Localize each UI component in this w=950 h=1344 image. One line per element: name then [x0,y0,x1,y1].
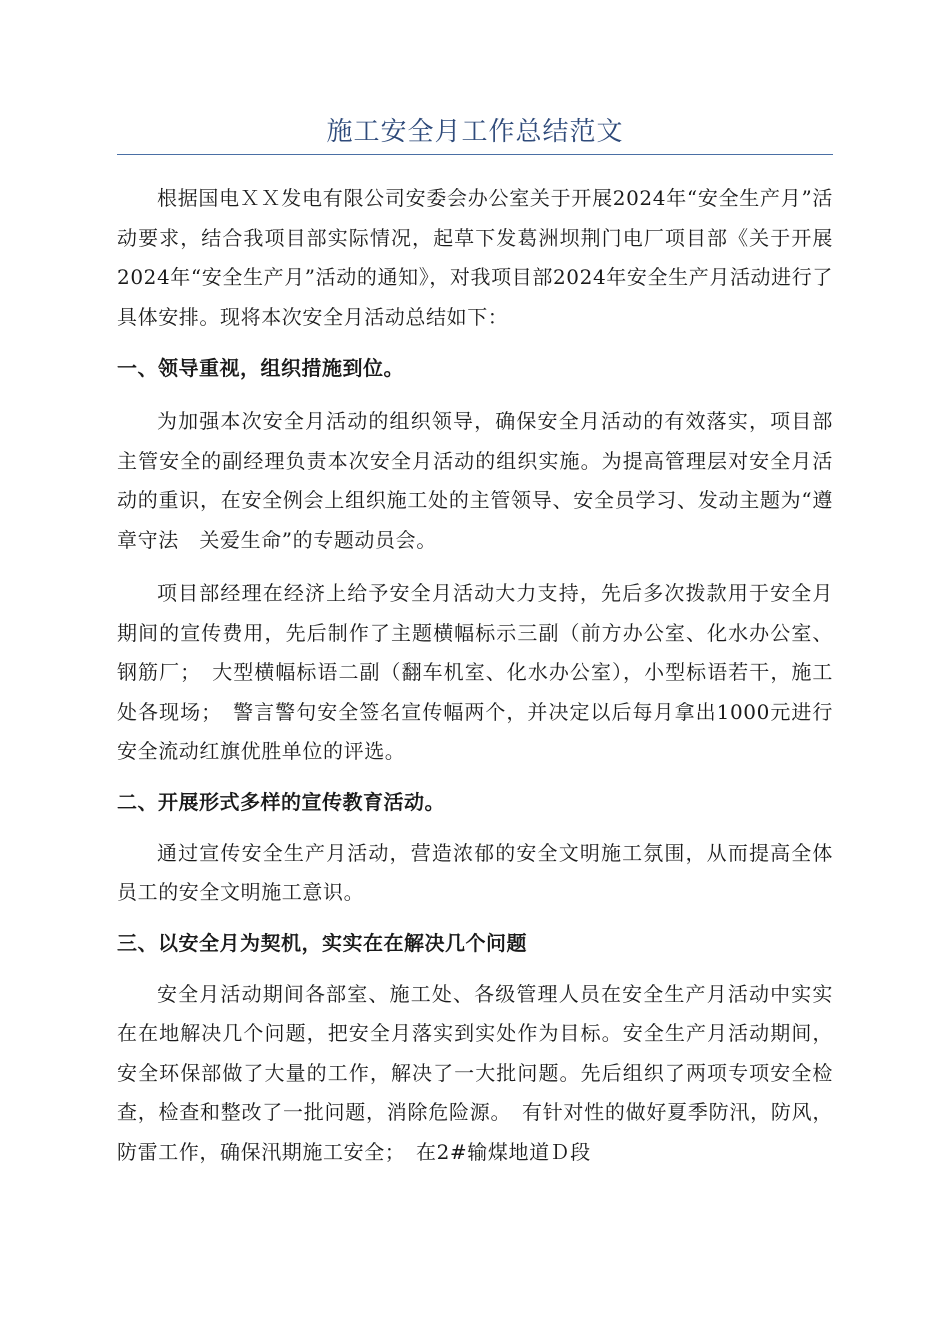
section-3-heading: 三、以安全月为契机，实实在在解决几个问题 [117,930,527,955]
section-2-heading: 二、开展形式多样的宣传教育活动。 [117,789,445,814]
section-1-paragraph-1: 为加强本次安全月活动的组织领导，确保安全月活动的有效落实，项目部主管安全的副经理负责本次安全月活动的组织实施。为提高管理层对安全月活动的重识，在安全例会上组织施工处的主管领导、安全员学习、发动主题为“遵章守法 关爱生命”的专题动员会。 [117,409,833,552]
intro-paragraph: 根据国电ＸＸ发电有限公司安委会办公室关于开展2024年“安全生产月”活动要求，结合我项目部实际情况，起草下发葛洲坝荆门电厂项目部《关于开展2024年“安全生产月”活动的通知》，对我项目部2024年安全生产月活动进行了具体安排。现将本次安全月活动总结如下： [117,186,833,329]
section-3-paragraph-1: 安全月活动期间各部室、施工处、各级管理人员在安全生产月活动中实实在在地解决几个问题，把安全月落实到实处作为目标。安全生产月活动期间，安全环保部做了大量的工作，解决了一大批问题。先后组织了两项专项安全检查，检查和整改了一批问题，消除危险源。 有针对性的做好夏季防汛，防风，防雷工作，确保汛期施工安全； 在2#输煤地道Ｄ段 [117,981,833,1164]
section-1-heading: 一、领导重视，组织措施到位。 [117,356,404,380]
title-underline [117,154,833,155]
section-1-paragraph-2: 项目部经理在经济上给予安全月活动大力支持，先后多次拨款用于安全月期间的宣传费用，先后制作了主题横幅标示三副（前方办公室、化水办公室、钢筋厂； 大型横幅标语二副（翻车机室、化水办公室），小型标语若干，施工处各现场； 警言警句安全签名宣传幅两个，并决定以后每月拿出1000元进行安全流动红旗优胜单位的评选。 [117,581,833,763]
section-2-paragraph-1: 通过宣传安全生产月活动，营造浓郁的安全文明施工氛围，从而提高全体员工的安全文明施工意识。 [117,840,833,904]
document-page [117,112,833,1172]
document-title: 施工安全月工作总结范文 [326,117,624,147]
